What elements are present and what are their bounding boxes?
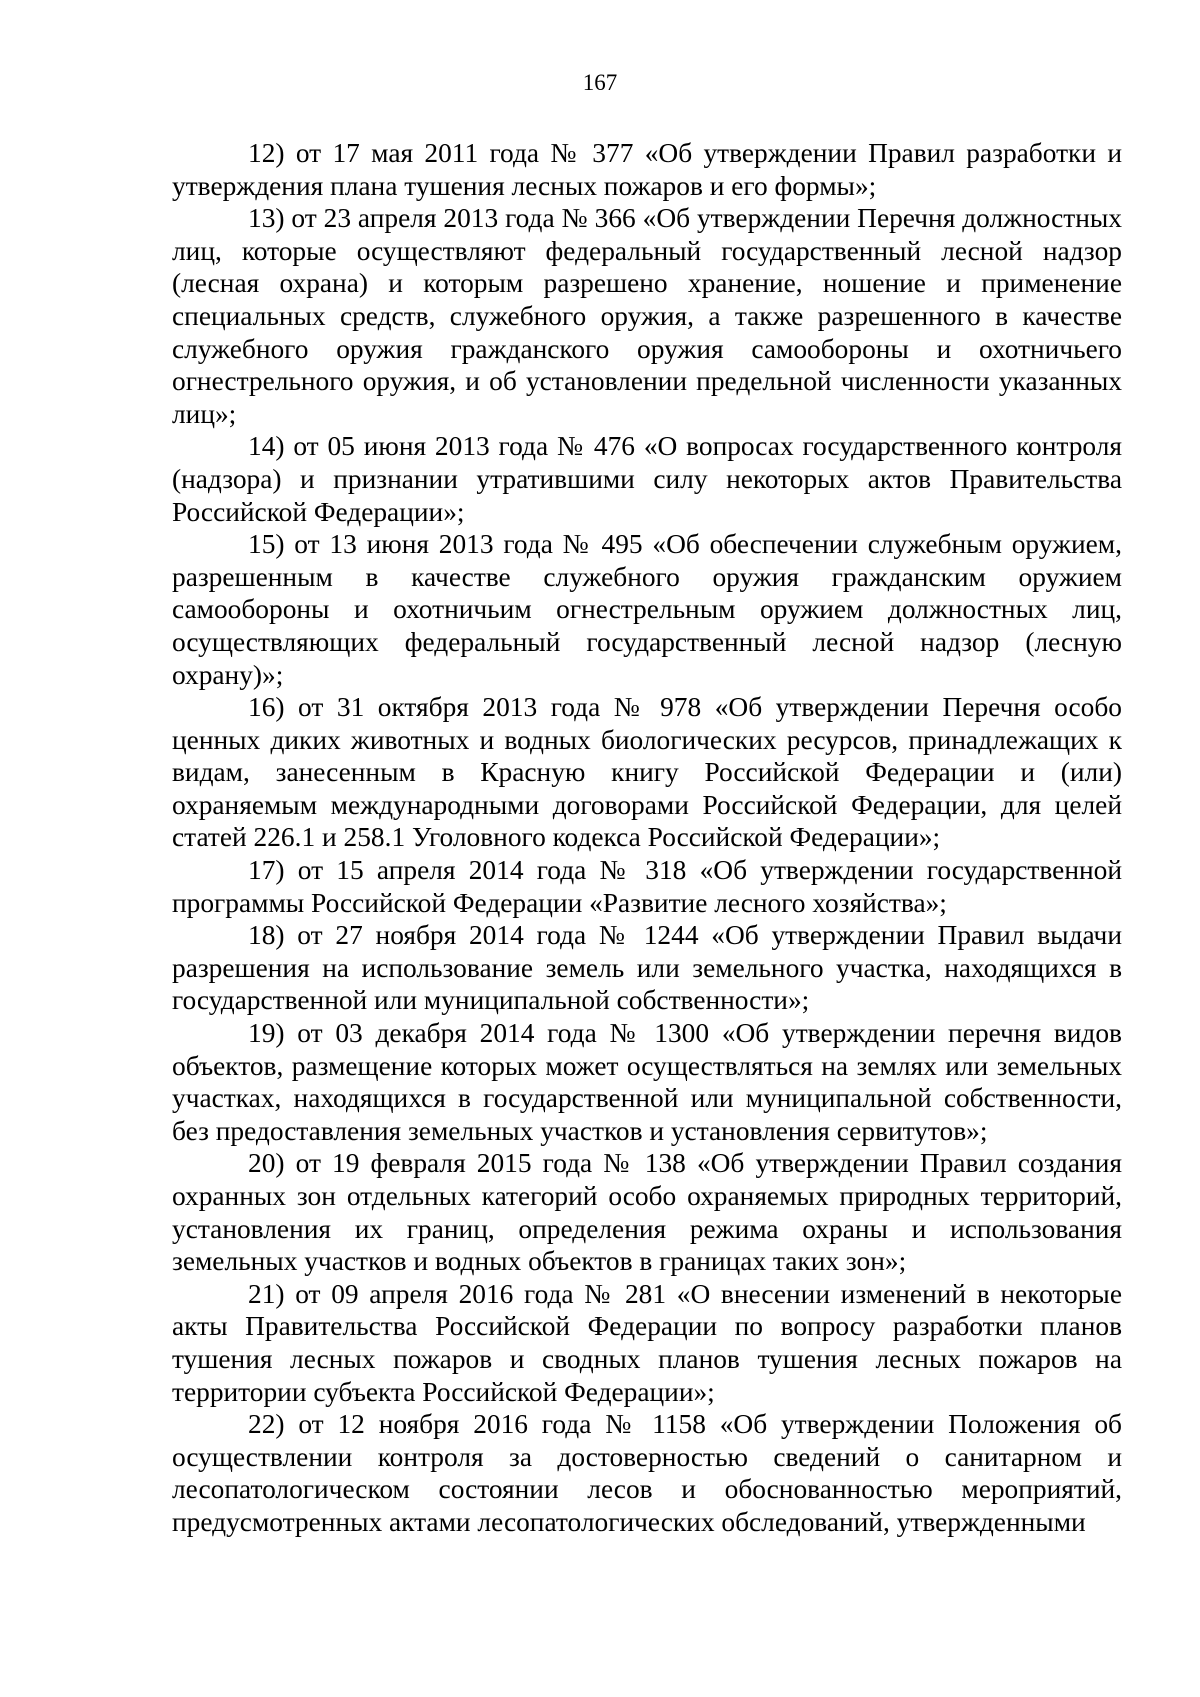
list-item: 17) от 15 апреля 2014 года № 318 «Об утверждении государственной программы Российской Федерации «Развитие лесного хозяйства»; bbox=[172, 855, 1122, 918]
list-item: 15) от 13 июня 2013 года № 495 «Об обеспечении служебным оружием, разрешенным в качестве служебного оружия гражданским оружием самообороны и охотничьим огнестрельным оружием должностных лиц, осуществляющих федеральный государственный лесной надзор (лесную охрану)»; bbox=[172, 529, 1122, 690]
list-item: 19) от 03 декабря 2014 года № 1300 «Об утверждении перечня видов объектов, размещение которых может осуществляться на землях или земельных участках, находящихся в государственной или муниципальной собственности, без предоставления земельных участков и установления сервитутов»; bbox=[172, 1018, 1122, 1146]
list-item: 18) от 27 ноября 2014 года № 1244 «Об утверждении Правил выдачи разрешения на использование земель или земельного участка, находящихся в государственной или муниципальной собственности»; bbox=[172, 920, 1122, 1016]
list-item: 22) от 12 ноября 2016 года № 1158 «Об утверждении Положения об осуществлении контроля за достоверностью сведений о санитарном и лесопатологическом состоянии лесов и обоснованностью мероприятий, предусмотренных актами лесопатологических обследований, утвержденными bbox=[172, 1409, 1122, 1537]
document-body bbox=[172, 137, 1122, 1539]
list-item: 21) от 09 апреля 2016 года № 281 «О внесении изменений в некоторые акты Правительства Российской Федерации по вопросу разработки планов тушения лесных пожаров и сводных планов тушения лесных пожаров на территории субъекта Российской Федерации»; bbox=[172, 1278, 1122, 1407]
list-item: 13) от 23 апреля 2013 года № 366 «Об утверждении Перечня должностных лиц, которые осуществляют федеральный государственный лесной надзор (лесная охрана) и которым разрешено хранение, ношение и применение специальных средств, служебного оружия, а также разрешенного в качестве служебного оружия гражданского оружия самообороны и охотничьего огнестрельного оружия, и об установлении предельной численности указанных лиц»; bbox=[172, 203, 1122, 429]
list-item: 12) от 17 мая 2011 года № 377 «Об утверждении Правил разработки и утверждения плана тушения лесных пожаров и его формы»; bbox=[172, 138, 1122, 201]
list-item: 16) от 31 октября 2013 года № 978 «Об утверждении Перечня особо ценных диких животных и водных биологических ресурсов, принадлежащих к видам, занесенным в Красную книгу Российской Федерации и (или) охраняемым международными договорами Российской Федерации, для целей статей 226.1 и 258.1 Уголовного кодекса Российской Федерации»; bbox=[172, 692, 1122, 853]
page-number: 167 bbox=[582, 70, 618, 95]
list-item: 20) от 19 февраля 2015 года № 138 «Об утверждении Правил создания охранных зон отдельных категорий особо охраняемых природных территорий, установления их границ, определения режима охраны и использования земельных участков и водных объектов в границах таких зон»; bbox=[172, 1148, 1122, 1277]
list-item: 14) от 05 июня 2013 года № 476 «О вопросах государственного контроля (надзора) и признании утратившими силу некоторых актов Правительства Российской Федерации»; bbox=[172, 431, 1122, 527]
